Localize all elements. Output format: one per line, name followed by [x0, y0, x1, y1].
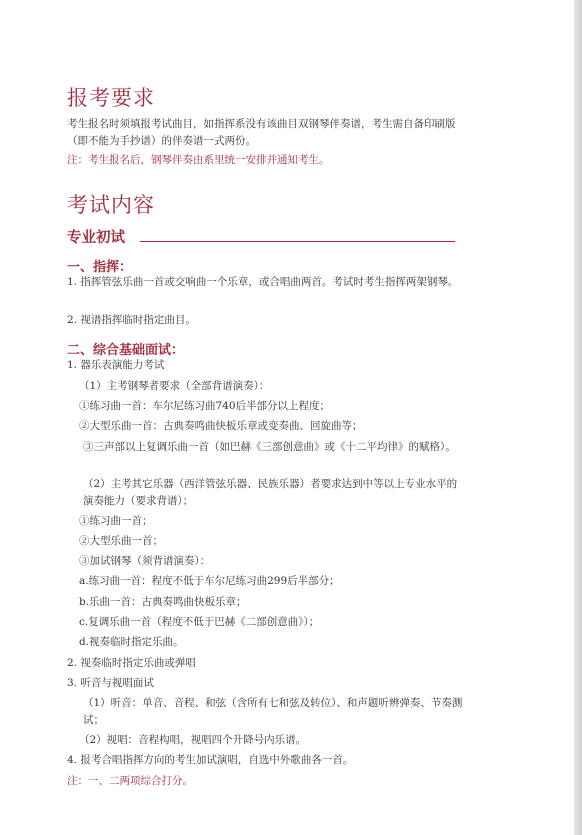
part2-line: 2. 视奏临时指定乐曲或弹唱 [67, 657, 196, 669]
part2-line: b.乐曲一首：古典奏鸣曲快板乐章； [79, 596, 247, 608]
section-title-content: 考试内容 [67, 193, 155, 217]
part1-item-2: 2. 视谱指挥临时指定曲目。 [67, 314, 196, 326]
requirements-note: 注：考生报名后，钢琴伴奏由系里统一安排并通知考生。 [67, 154, 330, 166]
page-edge-shadow [574, 0, 582, 835]
part2-line: ②大型乐曲一首； [79, 535, 163, 547]
part2-line: a.练习曲一首：程度不低于车尔尼练习曲299后半部分； [79, 575, 340, 587]
part2-line: ②大型乐曲一首：古典奏鸣曲快板乐章或变奏曲、回旋曲等； [79, 420, 363, 432]
part2-line: ①练习曲一首：车尔尼练习曲740后半部分以上程度； [79, 400, 331, 412]
part2-line: （1）主考钢琴者要求（全部背谱演奏）： [79, 380, 270, 392]
part2-line: c.复调乐曲一首（程度不低于巴赫《二部创意曲》）； [79, 616, 320, 628]
part2-line: （1）听音：单音、音程、和弦（含所有七和弦及转位）、和声题听辨弹奏、节奏测试； [83, 697, 463, 726]
subsection-title: 专业初试 [67, 230, 125, 246]
part2-line: 3. 听音与视唱面试 [67, 677, 154, 689]
part2-line: ③三声部以上复调乐曲一首（如巴赫《三部创意曲》或《十二平均律》的赋格）。 [83, 441, 456, 453]
subsection-rule [140, 241, 455, 242]
requirements-paragraph: 考生报名时须填报考试曲目，如指挥系没有该曲目双钢琴伴奏谱，考生需自备印刷版（即不能为手抄谱）的伴奏谱一式两份。 [67, 118, 456, 147]
part2-line: ③加试钢琴（须背谱演奏）： [79, 555, 211, 567]
section-title-requirements: 报考要求 [67, 86, 155, 110]
part2-line: d.视奏临时指定乐曲。 [79, 636, 184, 648]
part1-heading: 一、指挥： [67, 260, 133, 275]
part2-note: 注：一、二两项综合打分。 [67, 775, 193, 787]
part2-heading: 二、综合基础面试： [67, 343, 185, 358]
part2-line: （2）主考其它乐器（西洋管弦乐器、民族乐器）者要求达到中等以上专业水平的演奏能力（要求背谱）； [83, 478, 458, 507]
part2-line: （2）视唱：音程构唱，视唱四个升降号内乐谱。 [79, 734, 307, 746]
part1-item-1: 1. 指挥管弦乐曲一首或交响曲一个乐章，或合唱曲两首。考试时考生指挥两架钢琴。 [67, 276, 459, 288]
part2-line: 4. 报考合唱指挥方向的考生加试演唱，自选中外歌曲各一首。 [67, 754, 354, 766]
part2-line: 1. 器乐表演能力考试 [67, 359, 165, 371]
part2-line: ①练习曲一首； [79, 515, 153, 527]
